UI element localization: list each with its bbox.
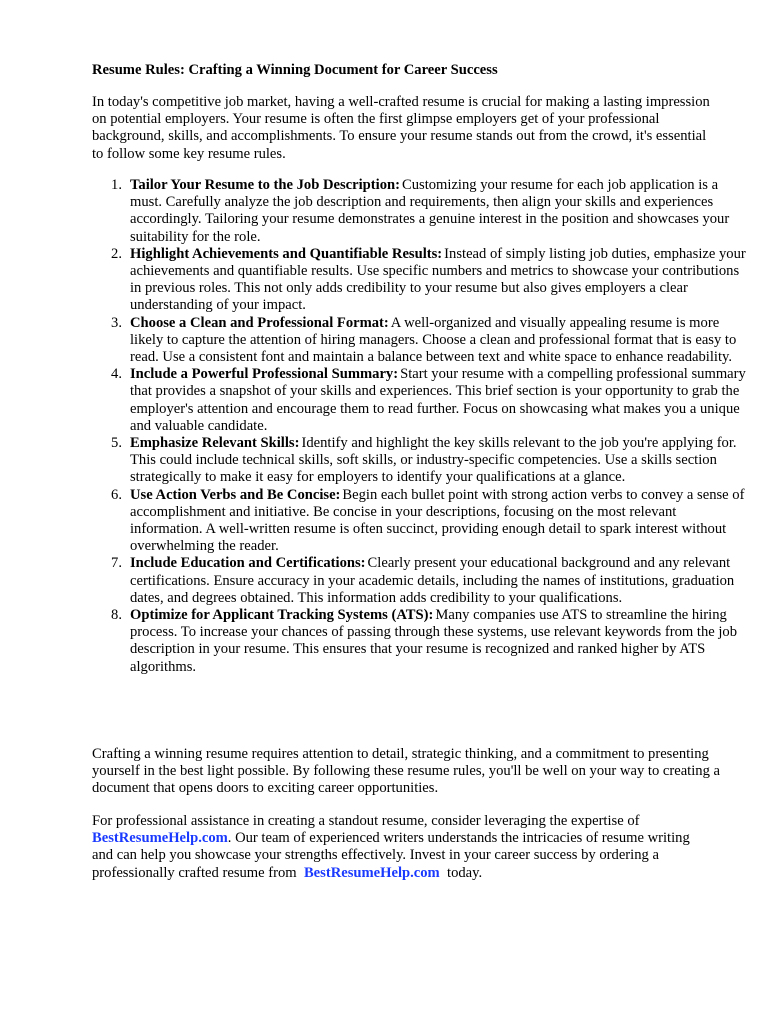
rules-list <box>92 177 752 676</box>
item-number: 4. <box>111 366 122 383</box>
item-text: A well-organized and visually appealing resume is more likely to capture the attention of hiring managers. Choose a clean and professional format that is easy to read. Use a consistent font and maintain a balance between text and white space to enhance readability. <box>130 314 737 366</box>
bestresumehelp-link-2[interactable]: BestResumeHelp.com <box>303 864 440 881</box>
item-text: Instead of simply listing job duties, emphasize your achievements and quantifiable results. Use specific numbers and metrics to showcase your contributions in previous roles. This not only adds credibility to your resume but also gives employers a clear understanding of your impact. <box>130 245 746 314</box>
item-number: 8. <box>111 607 122 624</box>
item-heading: Emphasize Relevant Skills: <box>130 435 300 452</box>
cta-paragraph <box>92 813 712 882</box>
item-number: 6. <box>111 486 122 503</box>
list-item <box>111 314 752 367</box>
list-item <box>111 555 752 607</box>
list-item <box>111 486 752 556</box>
item-text: Clearly present your educational background and any relevant certifications. Ensure accuracy in your academic details, including the names of institutions, graduation dates, and degrees obtained. This information adds credibility to your qualifications. <box>130 555 735 606</box>
item-heading: Optimize for Applicant Tracking Systems (ATS): <box>130 607 434 624</box>
item-heading: Highlight Achievements and Quantifiable Results: <box>130 245 443 262</box>
list-item <box>111 435 752 487</box>
closing-paragraph: Crafting a winning resume requires attention to detail, strategic thinking, and a commitment to presenting yourself in the best light possible. By following these resume rules, you'll be well on your way to creating a document that opens doors to exciting career opportunities. <box>92 746 721 797</box>
list-item <box>111 177 752 246</box>
cta-text-before: For professional assistance in creating a standout resume, consider leveraging the expertise of <box>92 813 640 829</box>
list-item <box>111 245 752 315</box>
item-heading: Include Education and Certifications: <box>130 555 366 572</box>
bestresumehelp-link-1[interactable]: BestResumeHelp.com <box>92 830 228 847</box>
cta-text-middle: . Our team of experienced writers understands the intricacies of resume writing and can help you showcase your strengths effectively. Invest in your career success by ordering a professionally crafted resume from <box>92 830 690 881</box>
item-number: 2. <box>111 245 122 262</box>
item-number: 5. <box>111 435 122 452</box>
item-heading: Include a Powerful Professional Summary: <box>130 366 399 383</box>
item-text: Begin each bullet point with strong action verbs to convey a sense of accomplishment and initiative. Be concise in your descriptions, focusing on the most relevant information. A well-written resume is often succinct, providing enough detail to spark interest without overwhelming the reader. <box>130 486 745 555</box>
item-number: 7. <box>111 555 122 572</box>
item-heading: Choose a Clean and Professional Format: <box>130 314 389 331</box>
intro-paragraph: In today's competitive job market, having a well-crafted resume is crucial for making a lasting impression on potential employers. Your resume is often the first glimpse employers get of your professional background, skills, and accomplishments. To ensure your resume stands out from the crowd, it's essential to follow some key resume rules. <box>92 94 710 162</box>
item-text: Many companies use ATS to streamline the hiring process. To increase your chances of passing through these systems, use relevant keywords from the job description in your resume. This ensures that your resume is recognized and ranked higher by ATS algorithms. <box>130 607 738 675</box>
item-heading: Use Action Verbs and Be Concise: <box>130 486 341 503</box>
list-item <box>111 607 752 676</box>
item-number: 3. <box>111 314 122 331</box>
item-text: Customizing your resume for each job application is a must. Carefully analyze the job description and requirements, then align your skills and experiences accordingly. Tailoring your resume demonstrates a genuine interest in the position and showcases your suitability for the role. <box>130 177 730 245</box>
list-item <box>111 366 752 435</box>
item-text: Start your resume with a compelling professional summary that provides a snapshot of your skills and experiences. This brief section is your opportunity to grab the employer's attention and encourage them to read further. Focus on showcasing what makes you a unique and valuable candidate. <box>130 366 746 434</box>
item-number: 1. <box>111 177 122 193</box>
document-title: Resume Rules: Crafting a Winning Document for Career Success <box>92 62 498 78</box>
item-heading: Tailor Your Resume to the Job Description: <box>130 177 400 193</box>
item-text: Identify and highlight the key skills relevant to the job you're applying for. This could include technical skills, soft skills, or industry-specific competencies. Use a skills section strategically to make it easy for employers to identify your qualifications at a glance. <box>130 435 737 486</box>
cta-text-after: today. <box>447 864 483 881</box>
